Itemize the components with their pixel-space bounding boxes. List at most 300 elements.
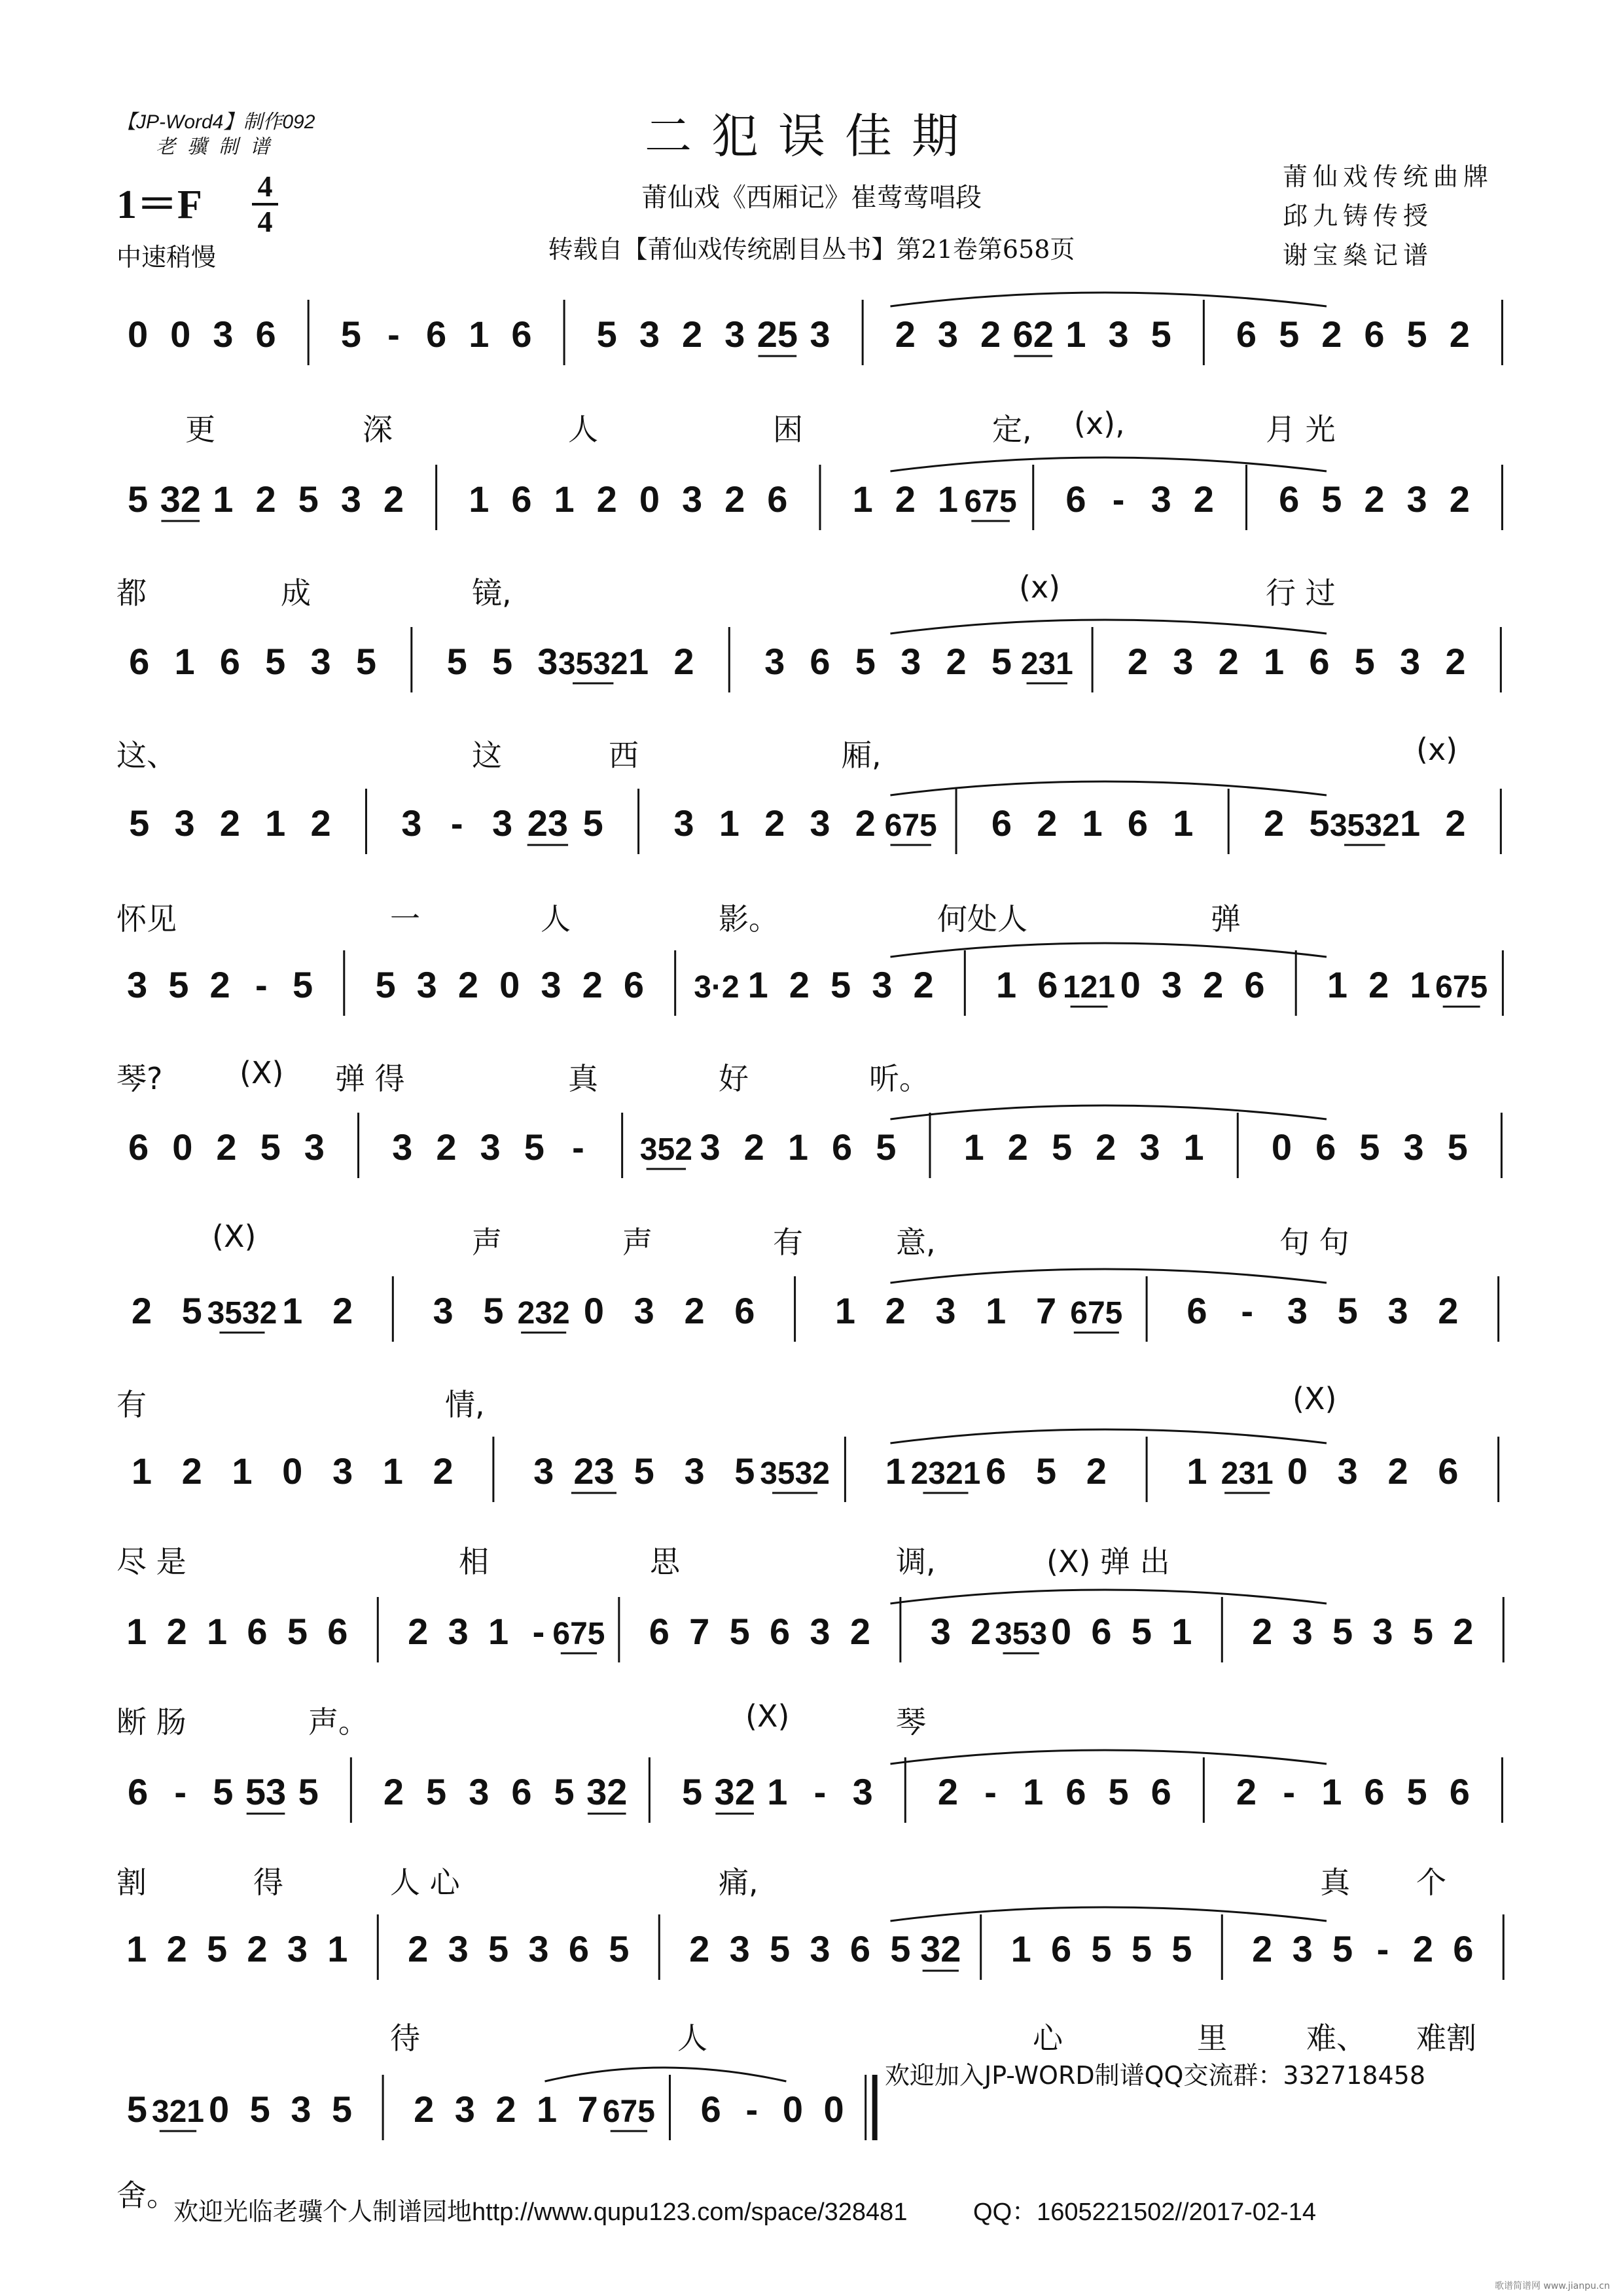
note: 6	[832, 1126, 853, 1168]
note: 5	[596, 314, 617, 355]
note: 1	[747, 964, 768, 1005]
note: 6	[1065, 478, 1086, 520]
note: 6	[255, 314, 276, 355]
lyric-word: 声	[472, 1225, 502, 1260]
note: 2	[1449, 478, 1470, 520]
lyric-word: 声	[622, 1225, 652, 1260]
note: 1	[1410, 964, 1431, 1005]
note: 3	[304, 1126, 325, 1168]
note: 3	[724, 314, 745, 355]
note: 6	[767, 478, 788, 520]
producer-credit-line2: 老骥制谱	[156, 136, 281, 158]
note: 6	[734, 1290, 755, 1331]
notation-svg	[116, 306, 1524, 378]
note: 3	[401, 802, 422, 844]
attribution	[1283, 157, 1493, 275]
lyric-word: 人 心	[390, 1865, 460, 1900]
note: 2	[209, 964, 230, 1005]
note: 675	[964, 484, 1017, 519]
note: 53	[245, 1771, 287, 1812]
lyric-word: 句 句	[1279, 1225, 1349, 1260]
note: 0	[1271, 1126, 1293, 1168]
note: 3	[810, 802, 830, 844]
note: 2	[1364, 478, 1385, 520]
note: 1	[1082, 802, 1103, 844]
note: 6	[700, 2089, 721, 2130]
note: 5	[298, 478, 319, 520]
note: -	[387, 314, 400, 355]
notation-svg	[116, 1283, 1524, 1355]
lyric-word: 尽 是	[116, 1544, 187, 1579]
note: 32	[714, 1771, 755, 1812]
lyric-word: 弹 得	[335, 1061, 405, 1096]
lyric-word: 困	[773, 412, 803, 447]
note: 3	[810, 314, 830, 355]
lyric-word: 真	[568, 1061, 598, 1096]
note: 3	[810, 1611, 830, 1652]
note: 5	[1332, 1928, 1353, 1969]
note: 3	[1387, 1290, 1408, 1331]
note: 0	[170, 314, 191, 355]
note: 1	[1327, 964, 1348, 1005]
note: 5	[681, 1771, 703, 1812]
note: 6	[1150, 1771, 1171, 1812]
note: 6	[623, 964, 645, 1005]
note: 5	[1412, 1611, 1434, 1652]
note: 2	[764, 802, 785, 844]
note: 5	[126, 2089, 147, 2130]
note: 1	[206, 1611, 228, 1652]
note: 1	[554, 478, 575, 520]
lyric-line	[116, 895, 1524, 935]
note: 2	[849, 1611, 871, 1652]
score-row	[116, 1764, 1524, 1836]
score-row	[116, 1921, 1524, 1993]
note: 0	[639, 478, 660, 520]
note: 5	[181, 1290, 202, 1331]
note: 1	[1183, 1126, 1204, 1168]
note: 1	[265, 802, 286, 844]
note: 3532	[1329, 808, 1400, 843]
note: 2	[684, 1290, 705, 1331]
group-notice: 欢迎加入JP-WORD制谱QQ交流群：332718458	[885, 2061, 1426, 2090]
note: 352	[639, 1132, 692, 1167]
note: 2	[937, 1771, 959, 1812]
note: 0	[823, 2089, 844, 2130]
note: -	[450, 802, 463, 844]
lyric-word: 有	[773, 1225, 803, 1260]
note: 5	[206, 1928, 228, 1969]
note: 2	[743, 1126, 764, 1168]
note: 6	[511, 478, 532, 520]
note: 6	[1449, 1771, 1470, 1812]
note: 1	[1263, 641, 1285, 682]
lyric-word: 定,	[992, 412, 1032, 447]
notation-svg	[116, 1443, 1524, 1515]
note: 0	[1050, 1611, 1072, 1652]
note: 6	[649, 1611, 669, 1652]
note: 3	[448, 1928, 469, 1969]
notation-svg	[116, 795, 1524, 867]
lyric-word: 弹	[1211, 901, 1241, 937]
lyric-word: (X)	[212, 1219, 257, 1254]
lyric-word: 情,	[445, 1387, 485, 1422]
note: 2	[433, 1450, 454, 1492]
footer-contact: QQ：1605221502//2017-02-14	[973, 2198, 1316, 2226]
note: 3	[332, 1450, 353, 1492]
note: 5	[331, 2089, 353, 2130]
score-row	[116, 634, 1524, 706]
note: 6	[247, 1611, 268, 1652]
note: 2	[436, 1126, 457, 1168]
note: 1	[834, 1290, 855, 1331]
note: 5	[1131, 1928, 1152, 1969]
lyric-word: 相	[459, 1544, 489, 1579]
note: 5	[1091, 1928, 1112, 1969]
note: 6	[986, 1450, 1007, 1492]
note: 5	[876, 1126, 897, 1168]
note: 3	[1139, 1126, 1160, 1168]
note: 6	[849, 1928, 871, 1969]
footer-site: 欢迎光临老骥个人制谱园地http://www.qupu123.com/space/328481	[173, 2198, 908, 2226]
lyric-word: 心	[1033, 2020, 1063, 2056]
lyric-word: 难割	[1416, 2020, 1476, 2056]
score-row	[116, 1119, 1524, 1191]
note: 3	[1406, 478, 1427, 520]
note: 3	[541, 964, 562, 1005]
note: 1	[963, 1126, 984, 1168]
note: 3	[1372, 1611, 1393, 1652]
note: 62	[1012, 314, 1054, 355]
note: 3	[935, 1290, 956, 1331]
lyric-line	[116, 1538, 1524, 1577]
note: 5	[991, 641, 1012, 682]
note: 5	[446, 641, 467, 682]
lyric-word: 一	[390, 901, 420, 937]
note: -	[745, 2089, 758, 2130]
note: 5	[127, 478, 149, 520]
note: 3	[291, 2089, 312, 2130]
lyric-word: 有	[116, 1387, 147, 1422]
note: 5	[1108, 1771, 1129, 1812]
lyric-word: 断 肠	[116, 1704, 187, 1740]
footer	[173, 2191, 1375, 2227]
lyric-word: 行 过	[1266, 575, 1336, 611]
note: 3	[448, 1611, 469, 1652]
note: 5	[1447, 1126, 1468, 1168]
note: 1	[719, 802, 740, 844]
lyric-word: 琴?	[116, 1061, 163, 1096]
note: 7	[577, 2089, 598, 2130]
note: 3532	[558, 647, 628, 681]
note: 5	[1337, 1290, 1358, 1331]
lyric-word: (x),	[1074, 406, 1125, 441]
note: 6	[769, 1611, 791, 1652]
note: 3	[1292, 1928, 1313, 1969]
note: 2	[247, 1928, 268, 1969]
note: 5	[340, 314, 361, 355]
note: 6	[1244, 964, 1265, 1005]
lyric-line	[116, 1381, 1524, 1420]
note: 5	[260, 1126, 281, 1168]
lyric-word: 听。	[869, 1061, 929, 1096]
note: 5	[734, 1450, 755, 1492]
slur	[891, 1429, 1327, 1443]
note: 3	[454, 2089, 475, 2130]
note: 32	[586, 1771, 628, 1812]
note: 23	[527, 802, 569, 844]
note: 2	[408, 1928, 429, 1969]
note: 5	[1051, 1126, 1073, 1168]
note: 5	[830, 964, 851, 1005]
note: 6	[1438, 1450, 1459, 1492]
note: 3	[700, 1126, 721, 1168]
note: 6	[1186, 1290, 1207, 1331]
note: 3	[1173, 641, 1194, 682]
note: 2	[1445, 802, 1466, 844]
note: 3	[392, 1126, 413, 1168]
note: 2	[408, 1611, 429, 1652]
lyric-word: 个	[1416, 1865, 1446, 1900]
note: 2	[1127, 641, 1149, 682]
note: 1	[131, 1450, 152, 1492]
note: 2	[1086, 1450, 1107, 1492]
note: 0	[127, 314, 149, 355]
note: 2	[166, 1928, 187, 1969]
note: 1	[537, 2089, 558, 2130]
lyric-word: 舍。	[116, 2178, 177, 2213]
lyric-word: 真	[1320, 1865, 1350, 1900]
note: 5	[265, 641, 286, 682]
note: 3	[852, 1771, 873, 1812]
lyric-word: 这	[472, 738, 502, 773]
note: 5	[287, 1611, 308, 1652]
note: 3	[930, 1611, 951, 1652]
slur	[891, 1590, 1327, 1604]
note: 2	[1007, 1126, 1028, 1168]
watermark: 歌谱简谱网 www.jianpu.cn	[1495, 2281, 1610, 2291]
note: 5	[1309, 802, 1330, 844]
note: 5	[1359, 1126, 1380, 1168]
note: 3	[491, 802, 513, 844]
time-signature-denominator: 4	[257, 205, 273, 238]
note: 1	[232, 1450, 253, 1492]
lyric-word: 影。	[719, 901, 779, 937]
note: 2	[582, 964, 603, 1005]
note: 1	[1023, 1771, 1044, 1812]
lyric-word: (X)	[1293, 1381, 1337, 1416]
note: 6	[1050, 1928, 1072, 1969]
note: -	[984, 1771, 997, 1812]
attribution-line: 莆仙戏传统曲牌	[1283, 162, 1494, 191]
note: 0	[782, 2089, 803, 2130]
note: 6	[1065, 1771, 1086, 1812]
note: 3	[287, 1928, 308, 1969]
note: 2	[1387, 1450, 1408, 1492]
note: 0	[172, 1126, 193, 1168]
note: 1	[1010, 1928, 1031, 1969]
lyric-word: 割	[116, 1865, 147, 1900]
note: 2321	[910, 1456, 981, 1491]
note: 675	[1435, 970, 1488, 1005]
note: -	[813, 1771, 827, 1812]
score-row	[116, 1604, 1524, 1676]
note: 5	[1354, 641, 1375, 682]
note: 32	[160, 478, 201, 520]
note: 1	[628, 641, 649, 682]
lyric-word: 人	[677, 2020, 707, 2056]
notation-svg	[116, 2081, 1524, 2153]
note: 3	[633, 1290, 654, 1331]
note: 5	[1035, 1450, 1057, 1492]
lyric-line	[116, 2015, 1524, 2054]
note: 2	[1445, 641, 1466, 682]
note: 2	[1368, 964, 1389, 1005]
lyric-word: 镜,	[472, 575, 512, 611]
note: 2	[946, 641, 967, 682]
score-row	[116, 2081, 1524, 2153]
note: 1	[986, 1290, 1007, 1331]
note: 2	[855, 802, 876, 844]
score-row	[116, 957, 1524, 1029]
note: 2	[166, 1611, 187, 1652]
note: 3	[673, 802, 694, 844]
slur	[891, 1750, 1327, 1764]
note: 6	[1037, 964, 1058, 1005]
note: 3	[872, 964, 893, 1005]
note: 2	[895, 478, 916, 520]
note: 2	[1096, 1126, 1116, 1168]
note: 2	[1252, 1928, 1273, 1969]
note: 5	[491, 641, 513, 682]
note: 0	[282, 1450, 303, 1492]
note: 5	[609, 1928, 630, 1969]
note: 1	[488, 1611, 509, 1652]
note: 7	[689, 1611, 710, 1652]
lyric-word: 西	[609, 738, 639, 773]
note: 6	[128, 1126, 149, 1168]
note: 675	[1070, 1296, 1123, 1331]
source-note: 转载自【莆仙戏传统剧目丛书】第21卷第658页	[548, 235, 1075, 264]
lyric-word: 深	[363, 412, 393, 447]
note: -	[532, 1611, 545, 1652]
note: 2	[1449, 314, 1470, 355]
note: 5	[769, 1928, 791, 1969]
note: 6	[511, 1771, 532, 1812]
lyric-word: 琴	[896, 1704, 926, 1740]
slur	[891, 620, 1327, 634]
lyric-word: 人	[541, 901, 571, 937]
note: 3	[684, 1450, 705, 1492]
note: 6	[129, 641, 150, 682]
note: 5	[582, 802, 603, 844]
slur	[545, 2068, 787, 2081]
note: 0	[583, 1290, 605, 1331]
lyric-word: (X) 弹 出	[1046, 1544, 1170, 1579]
note: 1	[852, 478, 873, 520]
lyric-line	[116, 1859, 1524, 1898]
note: 3	[433, 1290, 454, 1331]
note: 2	[895, 314, 916, 355]
note: 5	[355, 641, 377, 682]
song-subtitle: 莆仙戏《西厢记》崔莺莺唱段	[641, 183, 982, 213]
note: -	[1241, 1290, 1254, 1331]
note: 1	[1400, 802, 1421, 844]
note: -	[255, 964, 268, 1005]
slur	[891, 1269, 1327, 1283]
slur	[891, 943, 1327, 957]
note: 2	[1203, 964, 1224, 1005]
note: 3	[681, 478, 703, 520]
lyric-word: 这、	[116, 738, 177, 773]
note: 6	[568, 1928, 590, 1969]
note: 3532	[207, 1296, 277, 1331]
note: 2	[724, 478, 745, 520]
note: 5	[1279, 314, 1300, 355]
note: 6	[1364, 1771, 1385, 1812]
lyric-word: 思	[650, 1544, 680, 1579]
note: 5	[292, 964, 313, 1005]
note: 3	[1337, 1450, 1358, 1492]
notation-svg	[116, 471, 1524, 543]
note: 3	[528, 1928, 549, 1969]
lyric-line	[116, 1698, 1524, 1738]
score-row	[116, 306, 1524, 378]
slur	[891, 457, 1327, 471]
note: 1	[469, 478, 490, 520]
lyric-line	[116, 569, 1524, 609]
note: 2	[1263, 802, 1285, 844]
note: 5	[1150, 314, 1171, 355]
note: 5	[483, 1290, 504, 1331]
note: 2	[1037, 802, 1058, 844]
note: 3	[416, 964, 437, 1005]
notation-svg	[116, 1921, 1524, 1993]
note: 6	[426, 314, 447, 355]
note: 5	[1131, 1611, 1152, 1652]
lyric-word: 都	[116, 575, 147, 611]
score-row	[116, 1283, 1524, 1355]
note: -	[174, 1771, 187, 1812]
note: 2	[681, 314, 703, 355]
note: 6	[127, 1771, 149, 1812]
note: 3	[729, 1928, 750, 1969]
note: 6	[511, 314, 532, 355]
note: 3	[469, 1771, 490, 1812]
lyric-word: 意,	[896, 1225, 936, 1260]
note: 3	[127, 964, 148, 1005]
note: 3	[340, 478, 361, 520]
note: 2	[332, 1290, 353, 1331]
note: 1	[327, 1928, 348, 1969]
note: 2	[689, 1928, 710, 1969]
note: 231	[1221, 1456, 1274, 1491]
note: 2	[383, 1771, 404, 1812]
note: 3	[310, 641, 331, 682]
note: 3	[1108, 314, 1129, 355]
lyric-word: 调,	[896, 1544, 936, 1579]
lyric-word: (x)	[1416, 732, 1458, 767]
note: 1	[767, 1771, 788, 1812]
note: 5	[633, 1450, 654, 1492]
note: 5	[1332, 1611, 1353, 1652]
note: 0	[1120, 964, 1141, 1005]
note: 3532	[760, 1456, 830, 1491]
notation-svg	[116, 1119, 1524, 1191]
note: 3	[1292, 1611, 1313, 1652]
note: 5	[488, 1928, 509, 1969]
note: 2	[596, 478, 617, 520]
